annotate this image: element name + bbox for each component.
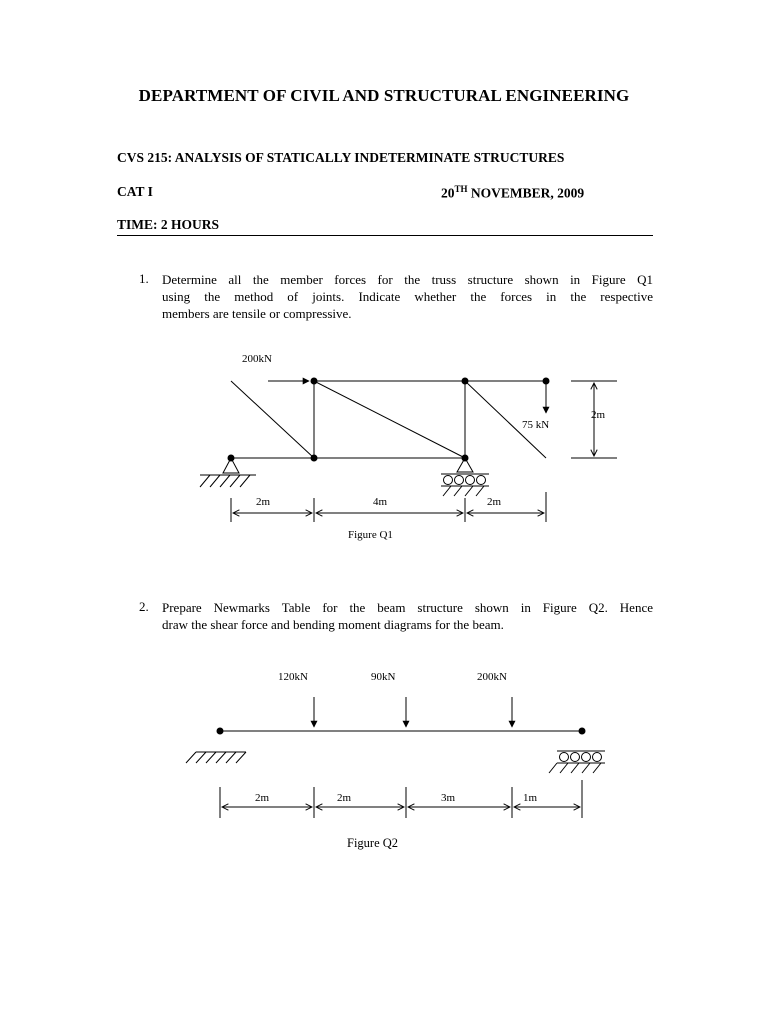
label-load-120kN: 120kN <box>278 671 308 683</box>
label-load-90kN: 90kN <box>371 671 396 683</box>
label-span-3: 2m <box>487 496 502 508</box>
course-title: CVS 215: ANALYSIS OF STATICALLY INDETERMINATE STRUCTURES <box>117 150 565 165</box>
pin-support <box>200 458 256 487</box>
label-200kN: 200kN <box>242 353 272 365</box>
date-day: 20 <box>441 185 455 201</box>
exam-type: CAT I <box>117 184 153 199</box>
truss-diagonal-middle <box>314 381 465 458</box>
label-75kN: 75 kN <box>522 419 550 431</box>
label-span-2: 4m <box>373 496 388 508</box>
question-1-number: 1. <box>139 271 149 286</box>
joint <box>462 378 469 385</box>
joint <box>311 455 318 462</box>
figure-q2-labels <box>255 671 538 850</box>
caption-figure-q2: Figure Q2 <box>347 836 399 850</box>
label-beam-span-1: 2m <box>255 792 270 804</box>
left-support <box>186 752 246 763</box>
question-2-line-1: Prepare Newmarks Table for the beam structure shown in Figure Q2. Hence <box>162 600 653 615</box>
label-load-200kN: 200kN <box>477 671 507 683</box>
truss-diagonal-left <box>231 381 314 458</box>
question-1-line-3: members are tensile or compressive. <box>162 306 352 321</box>
label-beam-span-4: 1m <box>523 792 538 804</box>
date-month-year: NOVEMBER, 2009 <box>467 185 585 201</box>
exam-duration: TIME: 2 HOURS <box>117 217 220 232</box>
department-title: DEPARTMENT OF CIVIL AND STRUCTURAL ENGINEERING <box>138 86 630 105</box>
beam-end-left <box>217 728 224 735</box>
beam-end-right <box>579 728 586 735</box>
question-1-line-2: using the method of joints. Indicate whether the forces in the respective <box>162 289 653 304</box>
roller-support <box>441 458 489 496</box>
label-beam-span-3: 3m <box>441 792 456 804</box>
question-2-line-2: draw the shear force and bending moment diagrams for the beam. <box>162 617 504 632</box>
date-suffix: TH <box>454 184 468 194</box>
question-1-line-1: Determine all the member forces for the truss structure shown in Figure Q1 <box>162 272 653 287</box>
joint <box>311 378 318 385</box>
label-span-1: 2m <box>256 496 271 508</box>
label-height-2m: 2m <box>591 409 606 421</box>
right-roller-support <box>549 751 605 773</box>
label-beam-span-2: 2m <box>337 792 352 804</box>
caption-figure-q1: Figure Q1 <box>348 529 393 541</box>
figure-q2 <box>186 697 605 818</box>
question-2-number: 2. <box>139 599 149 614</box>
